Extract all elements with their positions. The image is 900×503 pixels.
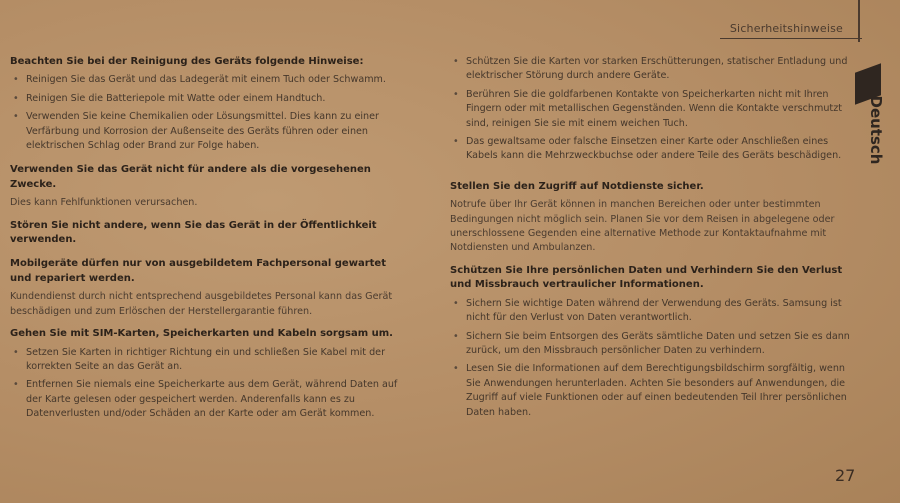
list-item: • Reinigen Sie die Batteriepole mit Watte oder einem Handtuch. (10, 92, 405, 106)
header-divider (720, 38, 862, 39)
cards-cables-list (10, 346, 405, 422)
list-item: • Das gewaltsame oder falsche Einsetzen einer Karte oder Anschließen eines Kabels kann die Mehrzweckbuchse oder andere Teile des Geräts beschädigen. (450, 135, 855, 164)
right-column (450, 55, 855, 430)
heading-personal-data: Schützen Sie Ihre persönlichen Daten und Verhindern Sie den Verlust und Missbrauch vertraulicher Informationen. (450, 264, 843, 291)
heading-service: Mobilgeräte dürfen nur von ausgebildetem Fachpersonal gewartet und repariert werden. (10, 258, 386, 284)
list-item: • Schützen Sie die Karten vor starken Erschütterungen, statischer Entladung und elektrischer Störung durch andere Geräte. (450, 55, 855, 84)
personal-data-list (450, 297, 855, 420)
list-item: • Lesen Sie die Informationen auf dem Berechtigungsbildschirm sorgfältig, wenn Sie Anwendungen herunterladen. Achten Sie besonders auf Anwendungen, die Zugriff auf viele Funktionen oder auf einen bedeutenden Teil Ihrer persönlichen Daten haben. (450, 362, 855, 420)
list-item: • Sichern Sie beim Entsorgen des Geräts sämtliche Daten und setzen Sie es dann zurück, um den Missbrauch persönlicher Daten zu verhindern. (450, 330, 855, 359)
heading-emergency: Stellen Sie den Zugriff auf Notdienste sicher. (450, 180, 704, 192)
section-title: Sicherheitshinweise (729, 22, 843, 35)
list-item: • Sichern Sie wichtige Daten während der Verwendung des Geräts. Samsung ist nicht für den Verlust von Daten verantwortlich. (450, 297, 855, 326)
cleaning-list (10, 73, 405, 153)
list-item: • Reinigen Sie das Gerät und das Ladegerät mit einem Tuch oder Schwamm. (10, 73, 405, 87)
list-item: • Verwenden Sie keine Chemikalien oder Lösungsmittel. Dies kann zu einer Verfärbung und Korrosion der Außenseite des Geräts führen oder einen elektrischen Schlag oder Brand zur Folge haben. (10, 110, 405, 153)
list-item: • Berühren Sie die goldfarbenen Kontakte von Speicherkarten nicht mit Ihren Fingern oder mit metallischen Gegenständen. Wenn die Kontakte verschmutzt sind, reinigen Sie sie mit einem weichen Tuch. (450, 88, 855, 131)
cards-cables-list-continued (450, 55, 855, 164)
page-number: 27 (835, 466, 856, 485)
heading-public-use: Stören Sie nicht andere, wenn Sie das Gerät in der Öffentlichkeit verwenden. (10, 219, 377, 246)
list-item: • Entfernen Sie niemals eine Speicherkarte aus dem Gerät, während Daten auf der Karte gelesen oder gespeichert werden. Anderenfalls kann es zu Datenverlusten und/oder Schäden an der Karte oder am Gerät kommen. (10, 378, 405, 421)
paragraph-emergency: Notrufe über Ihr Gerät können in manchen Bereichen oder unter bestimmten Bedingungen nicht möglich sein. Planen Sie vor dem Reisen in abgelegene oder unerschlossene Gegenden eine alternative Methode zur Kontaktaufnahme mit Notdiensten und Ambulanzen. (450, 199, 835, 254)
heading-cards-cables: Gehen Sie mit SIM-Karten, Speicherkarten und Kabeln sorgsam um. (10, 328, 393, 340)
left-column (10, 55, 405, 432)
heading-intended-use: Verwenden Sie das Gerät nicht für andere als die vorgesehenen Zwecke. (10, 164, 371, 190)
paragraph-service: Kundendienst durch nicht entsprechend ausgebildetes Personal kann das Gerät beschädigen und zum Erlöschen der Herstellergarantie führen. (10, 291, 393, 317)
header-divider-vertical (858, 0, 860, 42)
heading-cleaning: Beachten Sie bei der Reinigung des Geräts folgende Hinweise: (10, 56, 364, 67)
language-tab-label: Deutsch (867, 95, 885, 165)
list-item: • Setzen Sie Karten in richtiger Richtung ein und schließen Sie Kabel mit der korrekten Seite an das Gerät an. (10, 346, 405, 375)
paragraph-intended-use: Dies kann Fehlfunktionen verursachen. (10, 197, 198, 209)
